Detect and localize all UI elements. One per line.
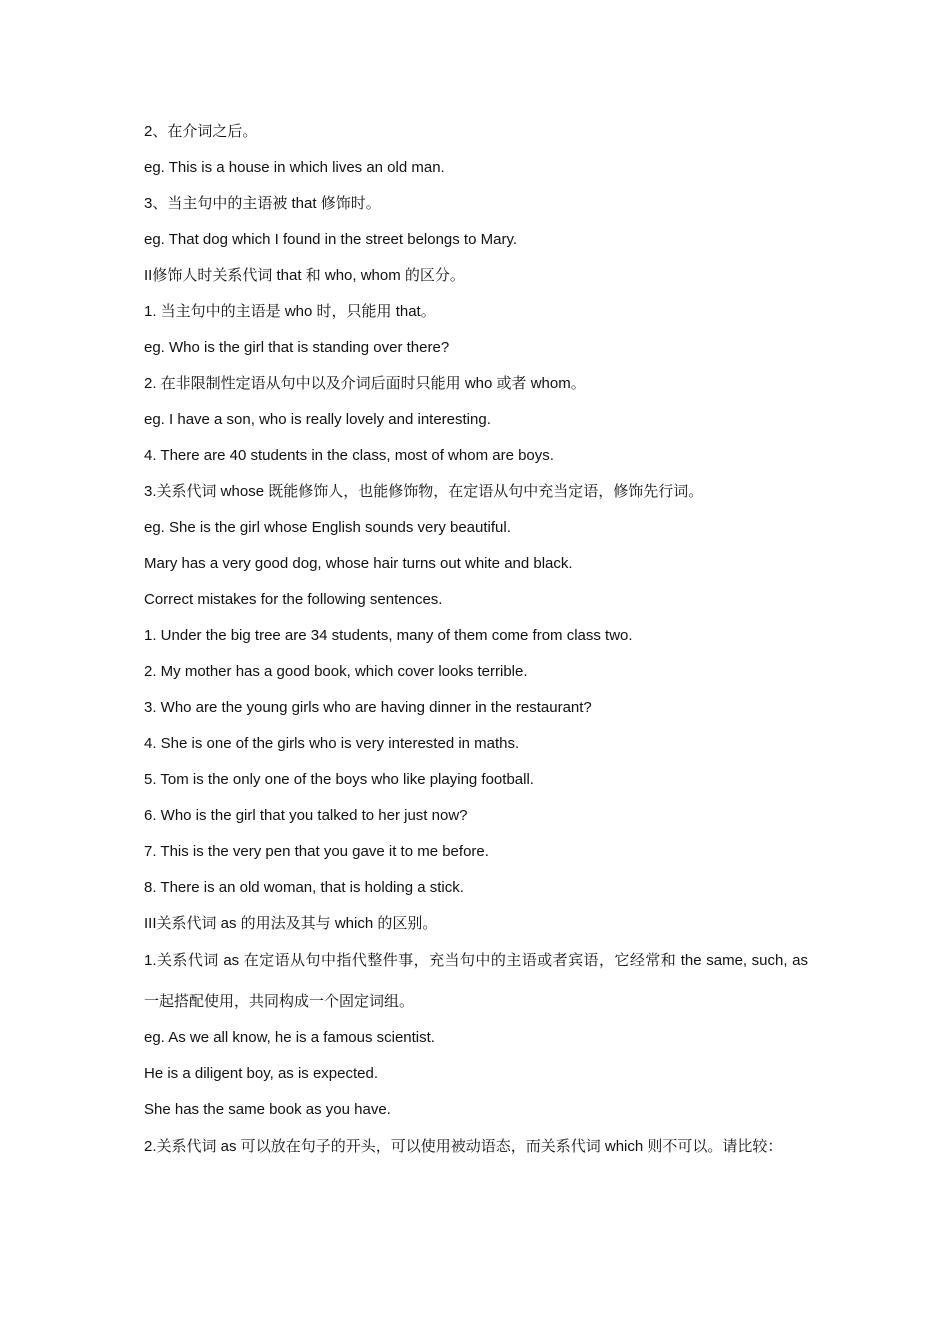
exercise-item: 2. My mother has a good book, which cover looks terrible. [144, 663, 528, 680]
exercise-item: 5. Tom is the only one of the boys who like playing football. [144, 771, 534, 788]
rule-item: 1. 当主句中的主语是 who 时，只能用 that。 [144, 303, 436, 320]
example-sentence: eg. That dog which I found in the street belongs to Mary. [144, 231, 518, 248]
exercise-item: 3. Who are the young girls who are having dinner in the restaurant? [144, 699, 592, 716]
exercise-item: 7. This is the very pen that you gave it to me before. [144, 843, 489, 860]
exercise-item: 6. Who is the girl that you talked to her just now? [144, 807, 468, 824]
rule-item: 3.关系代词 whose 既能修饰人，也能修饰物，在定语从句中充当定语，修饰先行词。 [144, 483, 704, 500]
section-heading-ii: II修饰人时关系代词 that 和 who, whom 的区分。 [144, 267, 465, 284]
document-body [144, 122, 808, 1173]
example-sentence: eg. She is the girl whose English sounds very beautiful. [144, 519, 511, 536]
exercise-item: 8. There is an old woman, that is holding a stick. [144, 879, 464, 896]
rule-item: 2.关系代词 as 可以放在句子的开头，可以使用被动语态，而关系代词 which 则不可以。请比较： [144, 1138, 783, 1155]
example-sentence: He is a diligent boy, as is expected. [144, 1065, 379, 1082]
exercise-item: 4. She is one of the girls who is very interested in maths. [144, 735, 520, 752]
example-sentence: eg. I have a son, who is really lovely and interesting. [144, 411, 491, 428]
example-sentence: eg. As we all know, he is a famous scientist. [144, 1029, 435, 1046]
exercise-heading: Correct mistakes for the following sentences. [144, 591, 443, 608]
exercise-item: 1. Under the big tree are 34 students, many of them come from class two. [144, 627, 633, 644]
point-subject-modified-by-that: 3、当主句中的主语被 that 修饰时。 [144, 195, 381, 212]
example-sentence: eg. Who is the girl that is standing over there? [144, 339, 450, 356]
example-sentence: She has the same book as you have. [144, 1101, 391, 1118]
example-sentence: eg. This is a house in which lives an old man. [144, 159, 445, 176]
rule-item: 2. 在非限制性定语从句中以及介词后面时只能用 who 或者 whom。 [144, 375, 586, 392]
rule-item: 1.关系代词 as 在定语从句中指代整件事，充当句中的主语或者宾语，它经常和 the same, such, as 一起搭配使用，共同构成一个固定词组。 [144, 952, 808, 1010]
section-heading-iii: III关系代词 as 的用法及其与 which 的区别。 [144, 915, 438, 932]
example-sentence: Mary has a very good dog, whose hair turns out white and black. [144, 555, 573, 572]
example-sentence: 4. There are 40 students in the class, most of whom are boys. [144, 447, 554, 464]
point-after-preposition: 2、在介词之后。 [144, 123, 258, 140]
